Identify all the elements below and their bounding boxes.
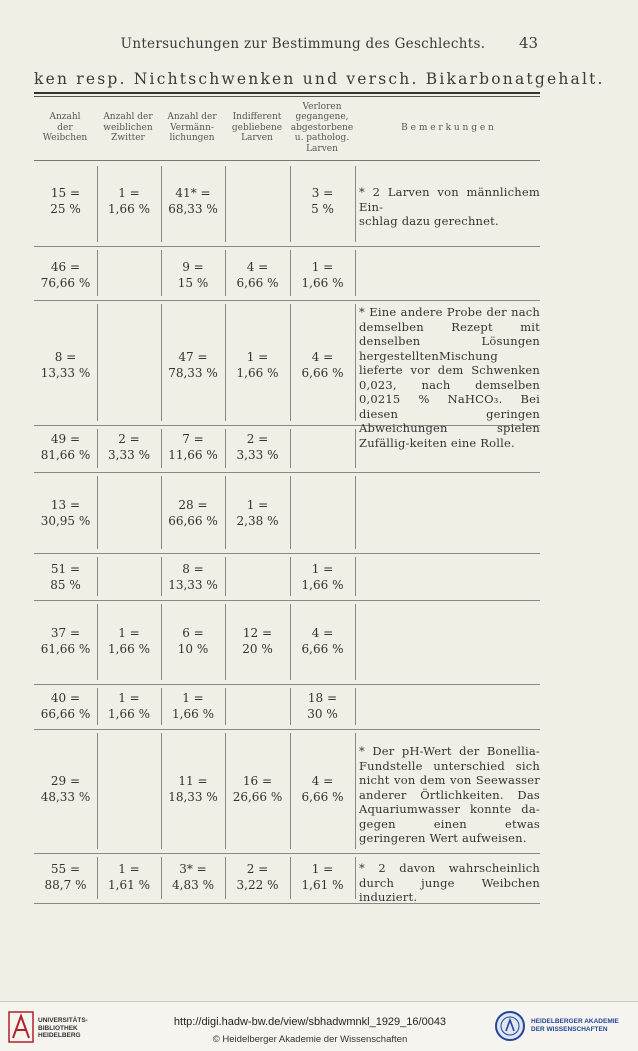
top-rule-thin bbox=[34, 96, 540, 97]
library-logo-icon bbox=[8, 1010, 34, 1044]
cell-indifferent: 2 = 3,33 % bbox=[236, 432, 279, 462]
row-divider bbox=[34, 472, 540, 473]
cell-vermaennlichungen: 47 = 78,33 % bbox=[168, 350, 218, 380]
column-divider bbox=[355, 688, 356, 725]
column-divider bbox=[97, 250, 98, 296]
cell-indifferent: 1 = 1,66 % bbox=[236, 350, 279, 380]
cell-bemerkungen: * Der pH-Wert der Bonellia-Fundstelle unterschied sich nicht von dem von Seewasser anderer Örtlichkeiten. Das Aquariumwasser konnte da-gegen einen etwas geringeren Wert aufweisen. bbox=[359, 744, 540, 845]
cell-indifferent: 1 = 2,38 % bbox=[236, 498, 279, 528]
column-divider bbox=[225, 688, 226, 725]
cell-zwitter: 2 = 3,33 % bbox=[108, 432, 150, 462]
column-divider bbox=[355, 733, 356, 849]
cell-weibchen: 51 = 85 % bbox=[50, 562, 81, 592]
column-divider bbox=[355, 429, 356, 468]
cell-vermaennlichungen: 28 = 66,66 % bbox=[168, 498, 218, 528]
row-divider bbox=[34, 300, 540, 301]
cell-verloren: 4 = 6,66 % bbox=[301, 350, 344, 380]
column-divider bbox=[97, 476, 98, 549]
academy-name: HEIDELBERGER AKADEMIE DER WISSENSCHAFTEN bbox=[531, 1018, 619, 1033]
cell-indifferent: 16 = 26,66 % bbox=[232, 774, 283, 804]
cell-weibchen: 29 = 48,33 % bbox=[40, 774, 91, 804]
cell-verloren: 1 = 1,66 % bbox=[301, 562, 344, 592]
cell-verloren: 3 = 5 % bbox=[311, 186, 334, 216]
cell-verloren: 4 = 6,66 % bbox=[301, 626, 344, 656]
row-divider bbox=[34, 729, 540, 730]
column-divider bbox=[290, 429, 291, 468]
col-head-zwitter: Anzahl der weiblichen Zwitter bbox=[103, 112, 153, 144]
column-divider bbox=[225, 166, 226, 242]
column-divider bbox=[355, 557, 356, 596]
column-divider bbox=[290, 476, 291, 549]
cell-weibchen: 46 = 76,66 % bbox=[40, 260, 91, 290]
header-bottom-rule bbox=[34, 160, 540, 161]
cell-verloren: 1 = 1,61 % bbox=[301, 862, 344, 892]
cell-weibchen: 55 = 88,7 % bbox=[44, 862, 87, 892]
cell-weibchen: 37 = 61,66 % bbox=[40, 626, 91, 656]
column-divider bbox=[97, 557, 98, 596]
cell-zwitter: 1 = 1,66 % bbox=[108, 626, 150, 656]
cell-vermaennlichungen: 6 = 10 % bbox=[177, 626, 209, 656]
cell-zwitter: 1 = 1,66 % bbox=[108, 691, 150, 721]
cell-indifferent: 12 = 20 % bbox=[242, 626, 273, 656]
cell-verloren: 1 = 1,66 % bbox=[301, 260, 344, 290]
column-divider bbox=[97, 304, 98, 421]
footer bbox=[0, 1002, 638, 1051]
col-head-indifferent: Indifferent gebliebene Larven bbox=[231, 112, 283, 144]
cell-weibchen: 13 = 30,95 % bbox=[40, 498, 91, 528]
cell-verloren: 4 = 6,66 % bbox=[301, 774, 344, 804]
cell-verloren: 18 = 30 % bbox=[307, 691, 338, 721]
top-rule-thick bbox=[34, 92, 540, 94]
col-head-bemerkungen: B e m e r k u n g e n bbox=[401, 122, 494, 133]
cell-vermaennlichungen: 8 = 13,33 % bbox=[168, 562, 218, 592]
page-number: 43 bbox=[519, 34, 539, 52]
copyright: © Heidelberger Akademie der Wissenschaften bbox=[212, 1034, 408, 1045]
cell-zwitter: 1 = 1,61 % bbox=[108, 862, 150, 892]
cell-weibchen: 15 = 25 % bbox=[50, 186, 81, 216]
cell-bemerkungen: * Eine andere Probe der nach demselben Rezept mit denselben Lösungen hergestelltenMischung lieferte vor dem Schwenken 0,023, nach demselben 0,0215 % NaHCO₃. Bei diesen geringen Abweichungen spielen Zufällig-keiten eine Rolle. bbox=[359, 305, 540, 450]
column-divider bbox=[355, 476, 356, 549]
cell-vermaennlichungen: 9 = 15 % bbox=[177, 260, 209, 290]
row-divider bbox=[34, 553, 540, 554]
cell-vermaennlichungen: 7 = 11,66 % bbox=[168, 432, 218, 462]
cell-bemerkungen: * 2 davon wahrscheinlich durch junge Weibchen induziert. bbox=[359, 861, 540, 904]
column-headers bbox=[34, 98, 540, 158]
cell-weibchen: 8 = 13,33 % bbox=[40, 350, 91, 380]
column-divider bbox=[355, 166, 356, 242]
cell-vermaennlichungen: 1 = 1,66 % bbox=[172, 691, 214, 721]
row-divider bbox=[34, 853, 540, 854]
row-divider bbox=[34, 684, 540, 685]
column-divider bbox=[355, 857, 356, 899]
cell-weibchen: 49 = 81,66 % bbox=[40, 432, 91, 462]
col-head-verloren: Verloren gegangene, abgestorbene u. patholog. Larven bbox=[290, 101, 354, 154]
running-head: Untersuchungen zur Bestimmung des Geschlechts. bbox=[120, 36, 486, 52]
column-divider bbox=[355, 604, 356, 680]
cell-weibchen: 40 = 66,66 % bbox=[40, 691, 91, 721]
column-divider bbox=[355, 250, 356, 296]
library-name: UNIVERSITÄTS- BIBLIOTHEK HEIDELBERG bbox=[38, 1017, 88, 1039]
table-caption: ken resp. Nichtschwenken und versch. Bikarbonatgehalt. bbox=[34, 70, 605, 88]
column-divider bbox=[225, 557, 226, 596]
column-divider bbox=[97, 733, 98, 849]
cell-bemerkungen: * 2 Larven von männlichem Ein- schlag dazu gerechnet. bbox=[359, 185, 540, 228]
row-divider bbox=[34, 246, 540, 247]
academy-seal-icon bbox=[494, 1010, 526, 1042]
col-head-vermaennlichungen: Anzahl der Vermänn- lichungen bbox=[167, 112, 217, 144]
cell-vermaennlichungen: 11 = 18,33 % bbox=[168, 774, 218, 804]
page-url[interactable]: http://digi.hadw-bw.de/view/sbhadwmnkl_1929_16/0043 bbox=[173, 1016, 447, 1028]
cell-indifferent: 4 = 6,66 % bbox=[236, 260, 279, 290]
cell-vermaennlichungen: 3* = 4,83 % bbox=[172, 862, 214, 892]
column-divider bbox=[355, 304, 356, 421]
row-divider bbox=[34, 600, 540, 601]
cell-indifferent: 2 = 3,22 % bbox=[236, 862, 279, 892]
cell-vermaennlichungen: 41* = 68,33 % bbox=[168, 186, 218, 216]
cell-zwitter: 1 = 1,66 % bbox=[108, 186, 150, 216]
col-head-weibchen: Anzahl der Weibchen bbox=[42, 112, 88, 144]
